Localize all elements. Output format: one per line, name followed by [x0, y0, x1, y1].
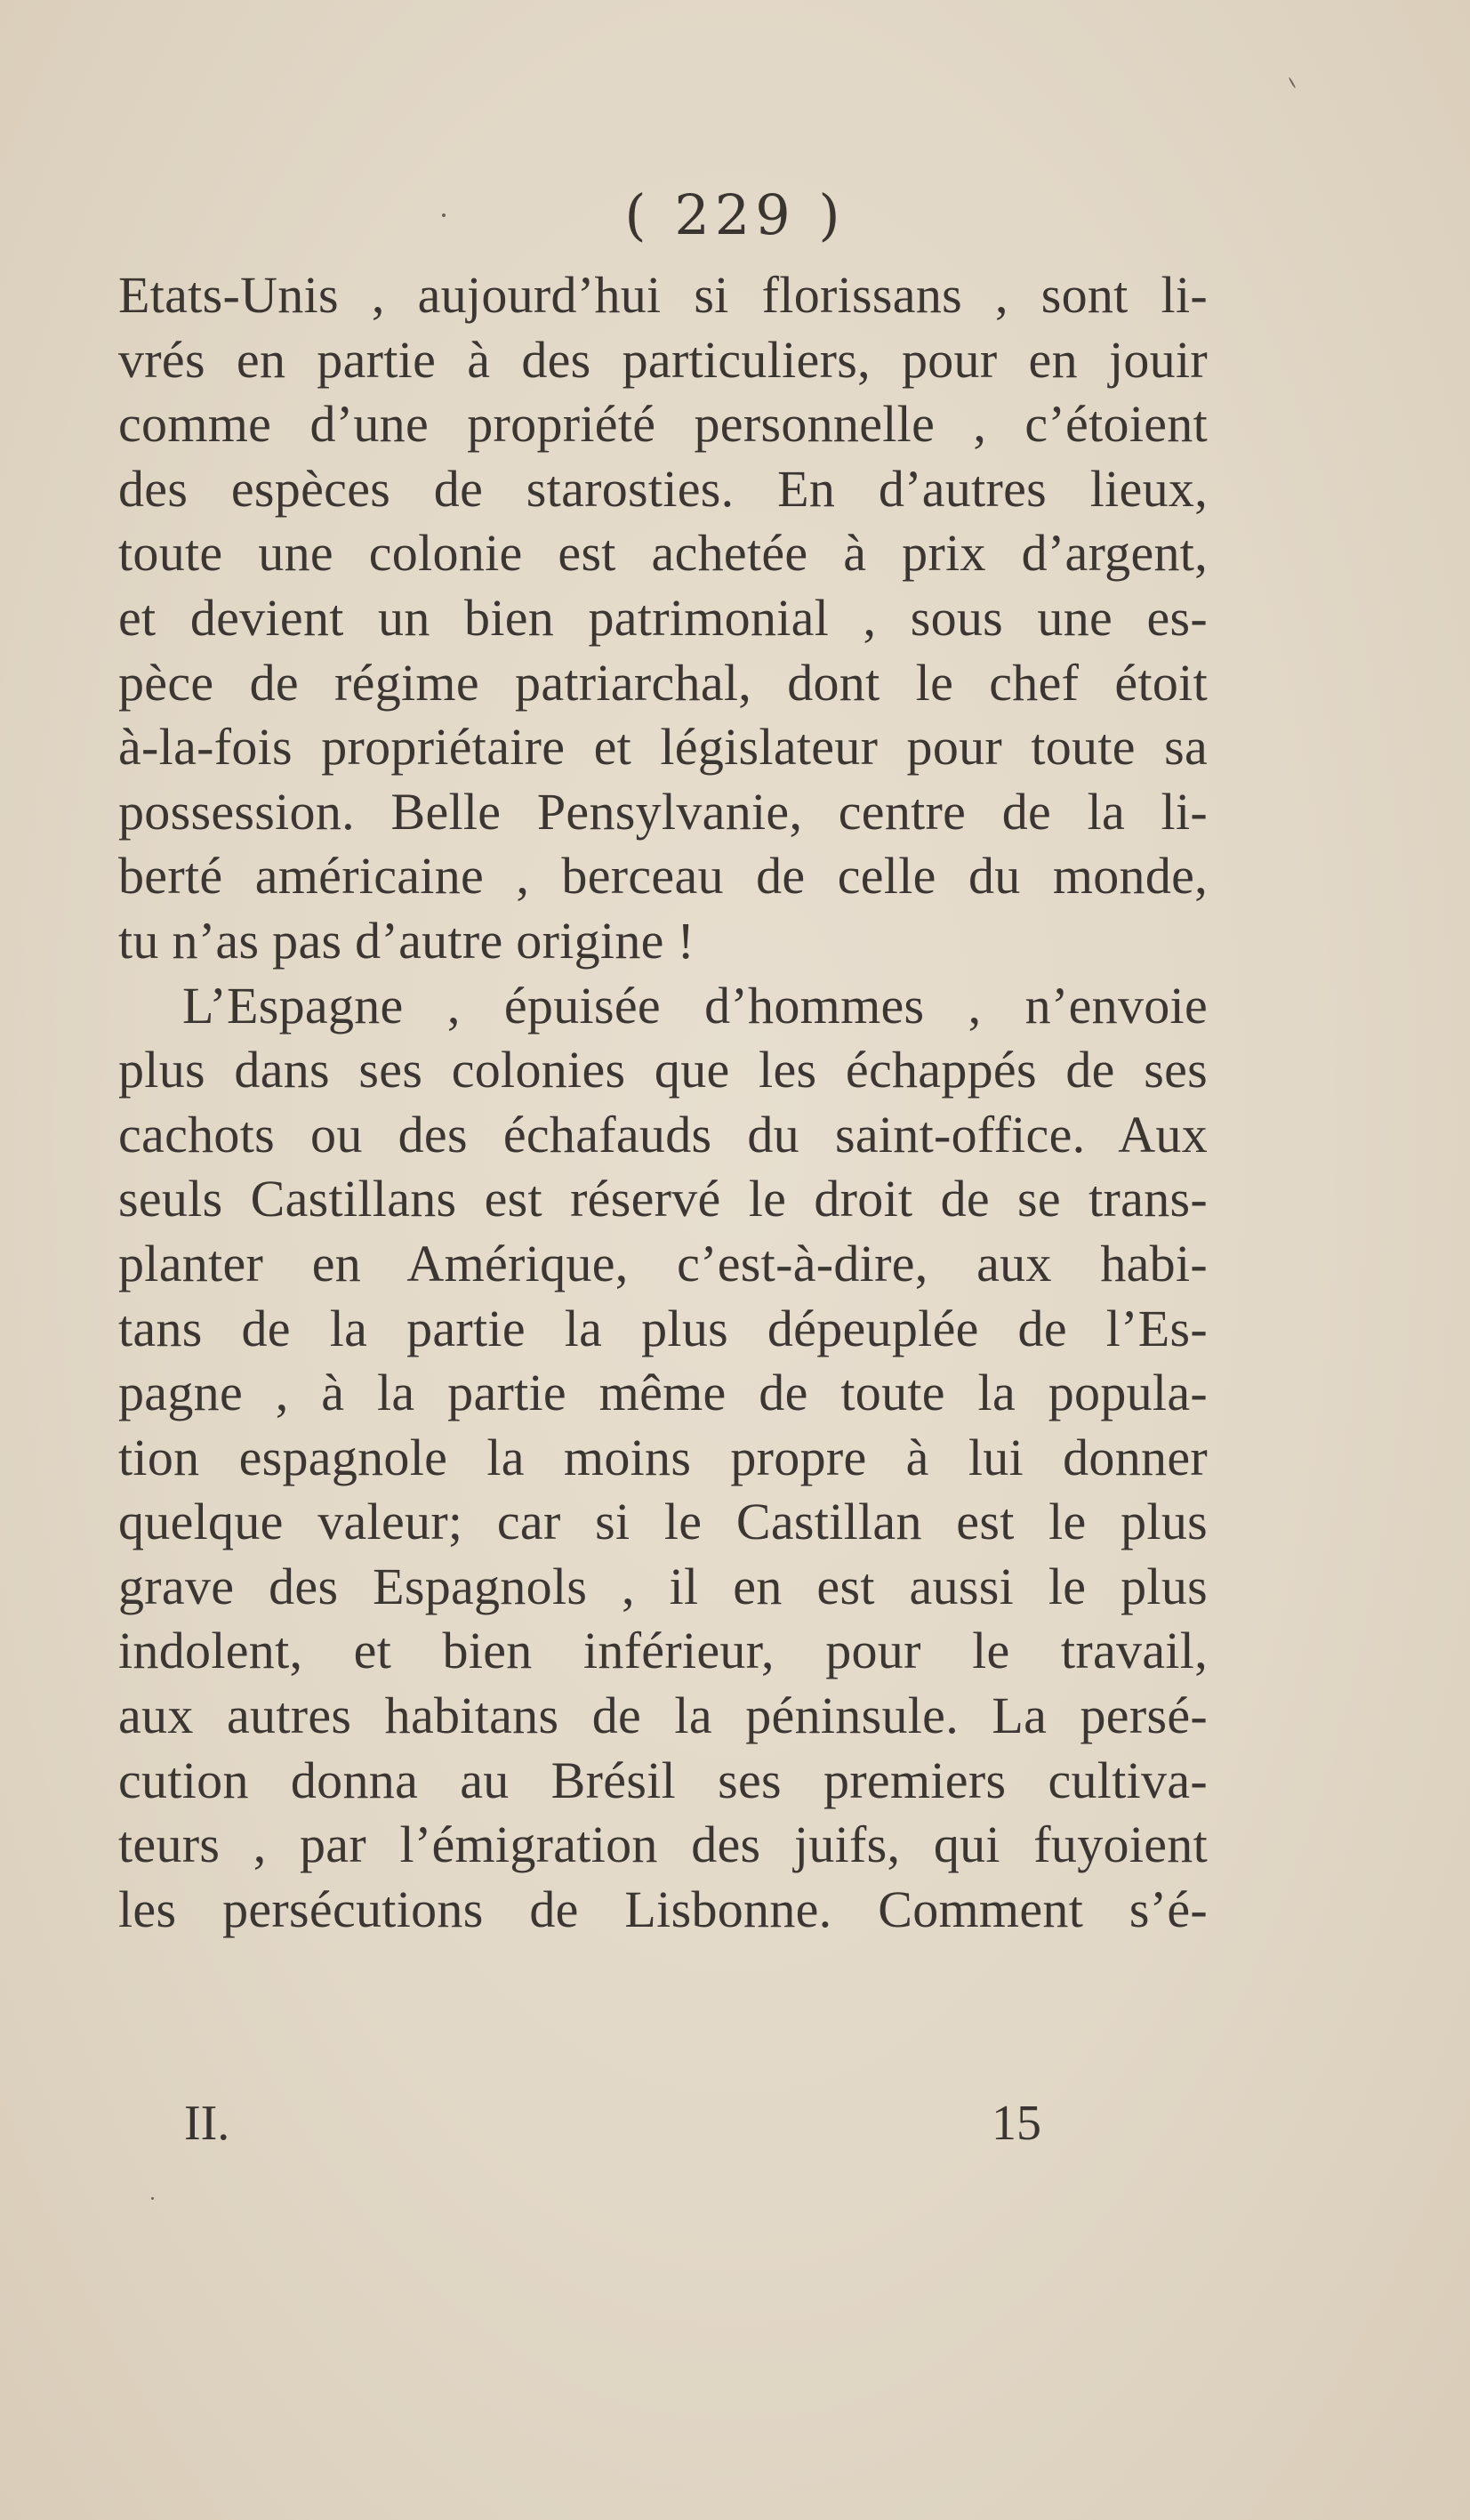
- text-line: seuls Castillans est réservé le droit de se trans-: [118, 1170, 1208, 1228]
- signature-mark: II.: [184, 2096, 230, 2151]
- text-line: cachots ou des échafauds du saint-office. Aux: [118, 1105, 1208, 1163]
- text-line: vrés en partie à des particuliers, pour en jouir: [118, 330, 1208, 389]
- text-line: tion espagnole la moins propre à lui donner: [118, 1428, 1208, 1486]
- text-line: teurs , par l’émigration des juifs, qui fuyoient: [118, 1816, 1208, 1874]
- text-line: tu n’as pas d’autre origine !: [118, 911, 695, 970]
- text-line: tans de la partie la plus dépeuplée de l’Es-: [118, 1299, 1208, 1357]
- text-line: quelque valeur; car si le Castillan est le plus: [118, 1493, 1208, 1551]
- text-line: pèce de régime patriarchal, dont le chef étoit: [118, 653, 1208, 712]
- paper-speck: [442, 213, 446, 217]
- page-number: ( 229 ): [624, 182, 846, 247]
- text-line: à-la-fois propriétaire et législateur pour toute sa: [118, 718, 1208, 777]
- text-line: possession. Belle Pensylvanie, centre de la li-: [118, 782, 1208, 841]
- paper-speck: [1289, 76, 1297, 88]
- text-line: cution donna au Brésil ses premiers cultiva-: [118, 1751, 1208, 1809]
- text-line: et devient un bien patrimonial , sous une es-: [118, 588, 1208, 647]
- text-line: Etats-Unis , aujourd’hui si florissans , sont li-: [118, 266, 1208, 324]
- text-line: les persécutions de Lisbonne. Comment s’é-: [118, 1880, 1208, 1938]
- text-line: des espèces de starosties. En d’autres lieux,: [118, 459, 1208, 518]
- text-line: plus dans ses colonies que les échappés de ses: [118, 1041, 1208, 1099]
- text-line: planter en Amérique, c’est-à-dire, aux habi-: [118, 1234, 1208, 1292]
- paper-speck: [151, 2197, 154, 2200]
- text-line: grave des Espagnols , il en est aussi le plus: [118, 1557, 1208, 1615]
- text-line: toute une colonie est achetée à prix d’argent,: [118, 524, 1208, 583]
- text-line: comme d’une propriété personnelle , c’étoient: [118, 395, 1208, 454]
- text-line: indolent, et bien inférieur, pour le travail,: [118, 1622, 1208, 1680]
- text-line: berté américaine , berceau de celle du monde,: [118, 847, 1208, 906]
- paragraph-start-line: L’Espagne , épuisée d’hommes , n’envoie: [182, 976, 1208, 1035]
- body-text: [118, 263, 1208, 1942]
- text-line: pagne , à la partie même de toute la popula-: [118, 1364, 1208, 1422]
- folio-number: 15: [992, 2096, 1041, 2151]
- text-line: aux autres habitans de la péninsule. La persé-: [118, 1687, 1208, 1745]
